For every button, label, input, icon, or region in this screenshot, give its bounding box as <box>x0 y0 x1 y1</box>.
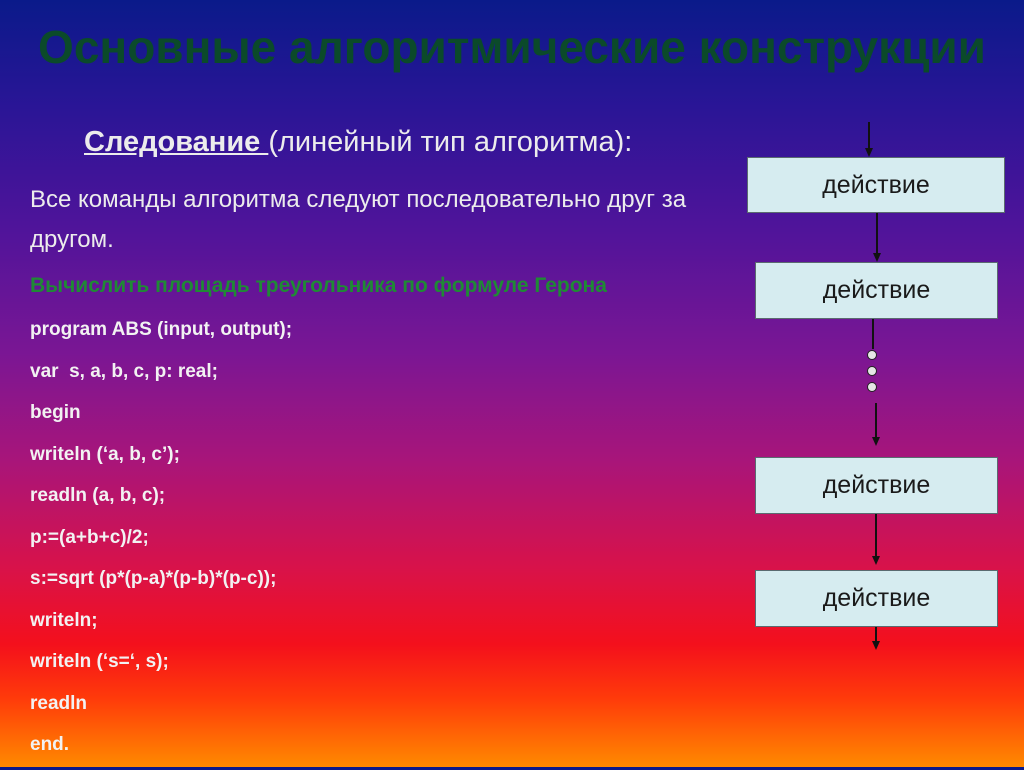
subtitle <box>84 126 632 159</box>
connector-line <box>875 514 877 558</box>
code-line: begin <box>30 402 81 423</box>
slide-title: Основные алгоритмические конструкции <box>38 21 986 73</box>
ellipsis-dot-icon <box>867 382 877 392</box>
arrow-down-icon <box>873 253 881 262</box>
code-line: end. <box>30 734 70 755</box>
arrow-down-icon <box>872 556 880 565</box>
code-line: writeln (‘s=‘, s); <box>30 651 169 672</box>
code-line: readln (a, b, c); <box>30 485 166 506</box>
action-block: действие <box>747 157 1005 213</box>
arrow-down-icon <box>872 641 880 650</box>
code-line: s:=sqrt (p*(p-a)*(p-b)*(p-c)); <box>30 568 277 589</box>
code-line: writeln (‘a, b, c’); <box>30 443 180 465</box>
task-text: Вычислить площадь треугольника по формуле Герона <box>30 274 607 297</box>
connector-line <box>868 122 870 150</box>
code-line: program ABS (input, output); <box>30 319 293 340</box>
code-line: readln <box>30 692 88 714</box>
connector-line <box>875 403 877 439</box>
action-block: действие <box>755 457 998 514</box>
code-listing <box>30 313 292 770</box>
code-line: writeln; <box>30 609 98 631</box>
arrow-down-icon <box>865 148 873 157</box>
action-block: действие <box>755 262 998 319</box>
connector-line <box>876 213 878 255</box>
subtitle-term: Следование <box>84 126 269 158</box>
ellipsis-dot-icon <box>867 366 877 376</box>
connector-line <box>872 319 874 349</box>
arrow-down-icon <box>872 437 880 446</box>
description: Все команды алгоритма следуют последовательно друг за другом. <box>30 186 687 253</box>
code-line: var s, a, b, c, p: real; <box>30 360 218 382</box>
action-block: действие <box>755 570 998 627</box>
code-line: p:=(a+b+c)/2; <box>30 526 149 548</box>
ellipsis-dot-icon <box>867 350 877 360</box>
subtitle-rest: (линейный тип алгоритма): <box>268 126 633 158</box>
